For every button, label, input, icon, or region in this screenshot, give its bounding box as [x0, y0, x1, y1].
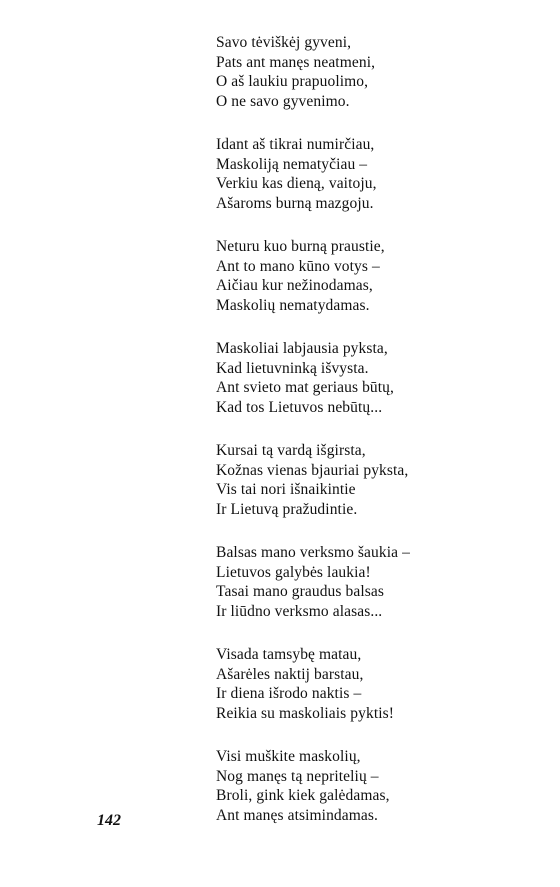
- poem-line: Reikia su maskoliais pyktis!: [216, 704, 395, 722]
- poem-line: Nog manęs tą nepritelių –: [216, 767, 379, 785]
- stanza-3: [216, 237, 536, 315]
- poem-line: Ir Lietuvą pražudintie.: [216, 500, 358, 518]
- poem-line: Ant to mano kūno votys –: [216, 257, 380, 275]
- poem-line: Kad tos Lietuvos nebūtų...: [216, 398, 383, 416]
- stanza-8: [216, 747, 536, 825]
- poem-line: Maskolių nematydamas.: [216, 296, 370, 314]
- stanza-6: [216, 543, 536, 621]
- stanza-5: [216, 441, 536, 519]
- stanza-7: [216, 645, 536, 723]
- poem-line: Lietuvos galybės laukia!: [216, 563, 371, 581]
- poem-line: Kad lietuvninką išvysta.: [216, 359, 369, 377]
- stanza-4: [216, 339, 536, 417]
- stanza-1: [216, 33, 536, 111]
- poem-line: Ant manęs atsimindamas.: [216, 806, 379, 824]
- poem-line: O ne savo gyvenimo.: [216, 92, 350, 110]
- stanza-2: [216, 135, 536, 213]
- poem-line: Neturu kuo burną praustie,: [216, 238, 385, 255]
- poem-line: Savo tėviškėj gyveni,: [216, 34, 352, 51]
- poem-line: Ir liūdno verksmo alasas...: [216, 602, 383, 620]
- poem-line: Balsas mano verksmo šaukia –: [216, 544, 410, 561]
- poem-line: Aičiau kur nežinodamas,: [216, 277, 373, 294]
- poem-line: Idant aš tikrai numirčiau,: [216, 136, 375, 153]
- poem-line: Maskoliai labjausia pyksta,: [216, 340, 388, 357]
- poem-line: Visada tamsybę matau,: [216, 646, 362, 663]
- poem-line: Ašaroms burną mazgoju.: [216, 194, 374, 212]
- poem-line: Pats ant manęs neatmeni,: [216, 53, 376, 71]
- poem-line: Ir diena išrodo naktis –: [216, 685, 362, 702]
- poem-line: Tasai mano graudus balsas: [216, 583, 384, 600]
- poem-text: [216, 33, 536, 849]
- poem-line: Verkiu kas dieną, vaitoju,: [216, 175, 377, 192]
- poem-line: Maskoliją nematyčiau –: [216, 155, 368, 173]
- poem-line: Kožnas vienas bjauriai pyksta,: [216, 461, 409, 479]
- poem-line: O aš laukiu prapuolimo,: [216, 73, 369, 90]
- poem-line: Broli, gink kiek galėdamas,: [216, 787, 390, 804]
- poem-line: Ašarėles naktij barstau,: [216, 665, 364, 683]
- poem-line: Visi muškite maskolių,: [216, 748, 361, 765]
- poem-line: Vis tai nori išnaikintie: [216, 481, 356, 498]
- poem-line: Ant svieto mat geriaus būtų,: [216, 379, 395, 396]
- poem-line: Kursai tą vardą išgirsta,: [216, 442, 366, 459]
- page-number: 142: [97, 812, 121, 829]
